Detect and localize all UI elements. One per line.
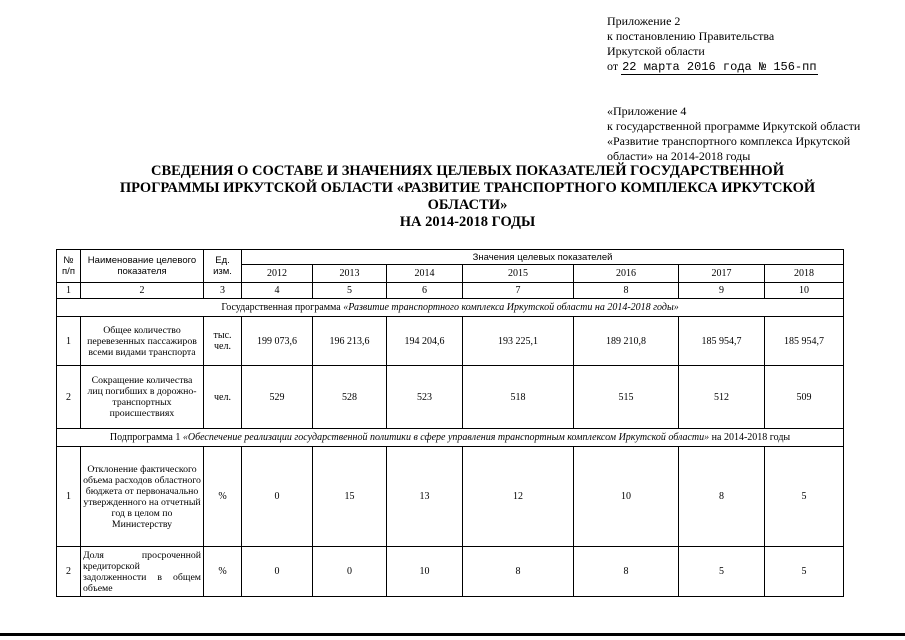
row-value: 5 — [679, 547, 765, 597]
appendix-line: Приложение 2 — [607, 14, 681, 28]
title-line: СВЕДЕНИЯ О СОСТАВЕ И ЗНАЧЕНИЯХ ЦЕЛЕВЫХ ПОКАЗАТЕЛЕЙ ГОСУДАРСТВЕННОЙ — [150, 163, 784, 179]
row-value: 5 — [765, 547, 844, 597]
title-line: НА 2014-2018 ГОДЫ — [399, 214, 536, 230]
row-indicator-name: Доля просроченной кредиторской задолженности в общем объеме — [81, 547, 204, 597]
row-unit: чел. — [204, 366, 242, 429]
appendix-note-line: к государственной программе Иркутской области — [607, 119, 861, 133]
scan-bottom-edge — [0, 633, 905, 636]
column-number: 6 — [387, 283, 463, 299]
decree-prefix: от — [607, 59, 619, 73]
row-value: 509 — [765, 366, 844, 429]
row-value: 523 — [387, 366, 463, 429]
appendix-note-line: «Приложение 4 — [607, 104, 687, 118]
section-name: «Развитие транспортного комплекса Иркутской области на 2014-2018 годы» — [343, 302, 679, 313]
section-prefix: Подпрограмма 1 — [109, 432, 183, 443]
header-values-group: Значения целевых показателей — [242, 250, 844, 265]
row-value: 10 — [387, 547, 463, 597]
table-row — [57, 447, 844, 547]
row-value: 5 — [765, 447, 844, 547]
row-value: 515 — [574, 366, 679, 429]
decree-line — [607, 59, 818, 75]
header-year: 2017 — [679, 265, 765, 283]
section-row-program — [57, 299, 844, 317]
section-suffix: на 2014-2018 годы — [709, 432, 791, 443]
row-value: 194 204,6 — [387, 317, 463, 366]
table-row — [57, 317, 844, 366]
row-num: 2 — [57, 366, 81, 429]
title-line: ОБЛАСТИ» — [427, 197, 508, 213]
row-unit: тыс. чел. — [204, 317, 242, 366]
header-year: 2012 — [242, 265, 313, 283]
section-title — [57, 299, 844, 317]
row-value: 0 — [313, 547, 387, 597]
row-num: 2 — [57, 547, 81, 597]
section-title — [57, 429, 844, 447]
header-name: Наименование целевого показателя — [81, 250, 204, 283]
document-title — [60, 163, 875, 231]
appendix-note-line: «Развитие транспортного комплекса Иркутской — [607, 134, 851, 148]
appendix-line: к постановлению Правительства — [607, 29, 775, 43]
column-number: 4 — [242, 283, 313, 299]
row-value: 529 — [242, 366, 313, 429]
header-year: 2013 — [313, 265, 387, 283]
row-value: 8 — [463, 547, 574, 597]
appendix-header — [607, 14, 818, 75]
row-indicator-name: Общее количество перевезенных пассажиров всеми видами транспорта — [81, 317, 204, 366]
header-year: 2018 — [765, 265, 844, 283]
column-number: 2 — [81, 283, 204, 299]
decree-date: 22 марта 2016 года № 156-пп — [622, 60, 817, 74]
header-num: № п/п — [57, 250, 81, 283]
row-value: 528 — [313, 366, 387, 429]
section-name: «Обеспечение реализации государственной политики в сфере управления транспортным комплексом Иркутской области» — [182, 432, 710, 443]
row-num: 1 — [57, 447, 81, 547]
row-value: 518 — [463, 366, 574, 429]
header-year: 2015 — [463, 265, 574, 283]
header-year: 2014 — [387, 265, 463, 283]
row-value: 8 — [574, 547, 679, 597]
appendix-note-line: области» на 2014-2018 годы — [607, 149, 751, 163]
table-row — [57, 547, 844, 597]
column-number: 7 — [463, 283, 574, 299]
row-value: 0 — [242, 447, 313, 547]
row-value: 189 210,8 — [574, 317, 679, 366]
section-prefix: Государственная программа — [221, 302, 344, 313]
column-number: 10 — [765, 283, 844, 299]
row-value: 13 — [387, 447, 463, 547]
column-number: 3 — [204, 283, 242, 299]
header-unit: Ед. изм. — [204, 250, 242, 283]
row-value: 185 954,7 — [679, 317, 765, 366]
row-value: 512 — [679, 366, 765, 429]
title-line: ПРОГРАММЫ ИРКУТСКОЙ ОБЛАСТИ «РАЗВИТИЕ ТРАНСПОРТНОГО КОМПЛЕКСА ИРКУТСКОЙ — [119, 180, 816, 196]
row-indicator-name: Сокращение количества лиц погибших в дорожно-транспортных происшествиях — [81, 366, 204, 429]
table-row — [57, 366, 844, 429]
row-unit: % — [204, 447, 242, 547]
appendix-line: Иркутской области — [607, 44, 705, 58]
row-value: 15 — [313, 447, 387, 547]
row-num: 1 — [57, 317, 81, 366]
row-value: 196 213,6 — [313, 317, 387, 366]
row-value: 0 — [242, 547, 313, 597]
column-number: 5 — [313, 283, 387, 299]
row-value: 193 225,1 — [463, 317, 574, 366]
row-indicator-name: Отклонение фактического объема расходов областного бюджета от первоначально утвержденного на отчетный год в целом по Министерству — [81, 447, 204, 547]
section-row-subprogram — [57, 429, 844, 447]
row-value: 185 954,7 — [765, 317, 844, 366]
row-value: 8 — [679, 447, 765, 547]
column-number: 8 — [574, 283, 679, 299]
header-row — [57, 250, 844, 265]
header-year: 2016 — [574, 265, 679, 283]
row-unit: % — [204, 547, 242, 597]
appendix-note — [607, 104, 860, 164]
column-number-row — [57, 283, 844, 299]
indicators-table — [56, 249, 844, 597]
column-number: 9 — [679, 283, 765, 299]
row-value: 12 — [463, 447, 574, 547]
row-value: 199 073,6 — [242, 317, 313, 366]
column-number: 1 — [57, 283, 81, 299]
row-value: 10 — [574, 447, 679, 547]
